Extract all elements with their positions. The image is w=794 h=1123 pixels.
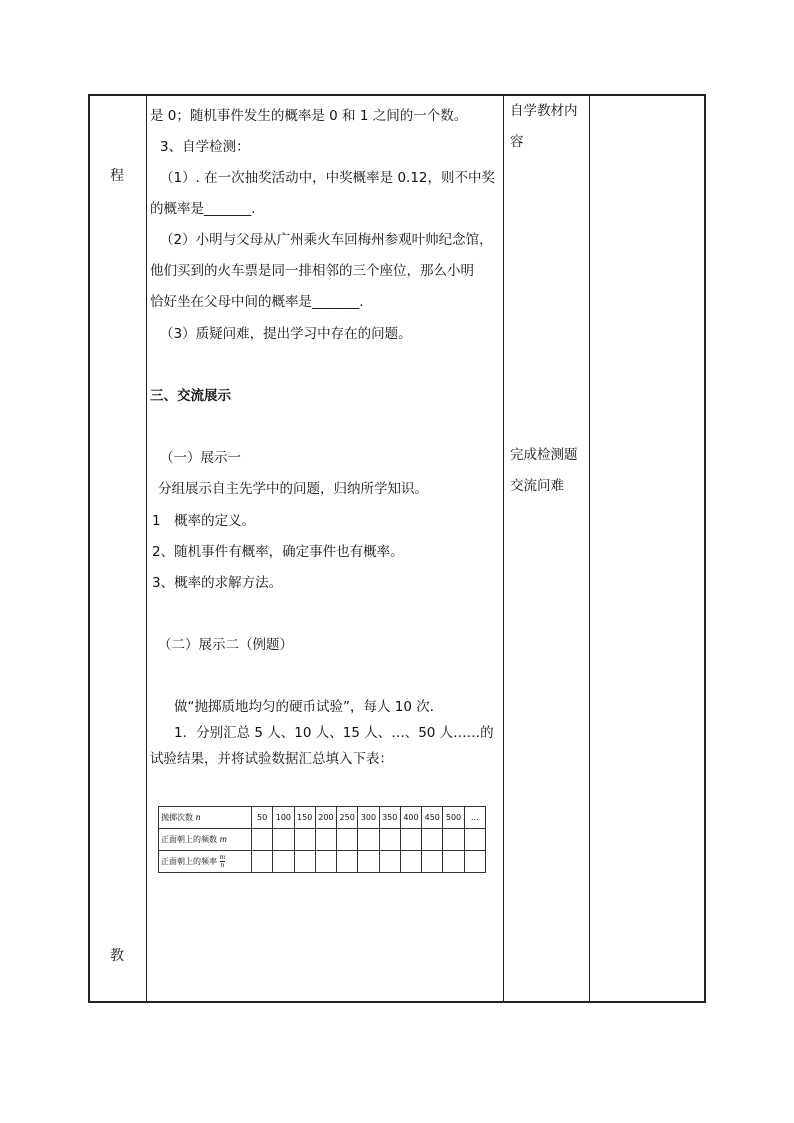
empty-cell[interactable] [422, 851, 443, 873]
knowledge-item-2: 2、随机事件有概率，确定事件也有概率。 [152, 544, 404, 560]
toss-count-cell: 300 [358, 807, 379, 829]
toss-count-cell: 200 [315, 807, 336, 829]
empty-cell[interactable] [379, 851, 400, 873]
empty-cell[interactable] [443, 851, 464, 873]
column-divider-1 [146, 94, 147, 1003]
side-note-2-line-2: 交流问难 [510, 478, 564, 494]
table-row-heads-count [159, 829, 486, 851]
fraction-m-over-n: $\frac{m}{n}$ [219, 854, 226, 869]
experiment-step-1: 1．分别汇总 5 人、10 人、15 人、…、50 人……的 [174, 725, 494, 741]
empty-cell[interactable] [315, 829, 336, 851]
empty-cell[interactable] [379, 829, 400, 851]
toss-count-cell: 100 [273, 807, 294, 829]
show-one-heading: （一）展示一 [160, 450, 241, 466]
empty-cell[interactable] [358, 851, 379, 873]
toss-count-cell: 250 [337, 807, 358, 829]
experiment-data-table [158, 806, 486, 873]
column-divider-3 [589, 94, 590, 1003]
experiment-step-1-cont: 试验结果，并将试验数据汇总填入下表： [150, 751, 393, 767]
empty-cell[interactable] [337, 851, 358, 873]
toss-count-cell: 50 [252, 807, 273, 829]
row-header-heads-frequency: 正面朝上的频率 $\frac{m}{n}$ [159, 851, 252, 873]
empty-cell[interactable] [294, 851, 315, 873]
left-column-top-char: 程 [110, 168, 124, 184]
toss-count-cell: 350 [379, 807, 400, 829]
content-line-8: （3）质疑问难，提出学习中存在的问题。 [160, 326, 412, 342]
empty-cell[interactable] [337, 829, 358, 851]
toss-count-cell: 500 [443, 807, 464, 829]
empty-cell[interactable] [252, 829, 273, 851]
content-line-1: 是 0；随机事件发生的概率是 0 和 1 之间的一个数。 [150, 108, 468, 124]
side-note-exchange [510, 440, 590, 502]
content-line-4: 的概率是_______. [150, 201, 256, 217]
experiment-intro: 做“抛掷质地均匀的硬币试验”，每人 10 次． [174, 699, 444, 715]
content-line-7: 恰好坐在父母中间的概率是_______. [150, 294, 364, 310]
side-note-1-line-2: 容 [510, 134, 524, 150]
left-column-bottom-char: 教 [110, 948, 124, 964]
empty-cell[interactable] [400, 829, 421, 851]
side-note-2-line-1: 完成检测题 [510, 447, 578, 463]
toss-count-cell: … [464, 807, 485, 829]
empty-cell[interactable] [273, 829, 294, 851]
row-header-heads-count: 正面朝上的频数 m [159, 829, 252, 851]
empty-cell[interactable] [400, 851, 421, 873]
show-one-description: 分组展示自主先学中的问题，归纳所学知识。 [158, 481, 428, 497]
empty-cell[interactable] [358, 829, 379, 851]
table-row-heads-frequency [159, 851, 486, 873]
empty-cell[interactable] [252, 851, 273, 873]
empty-cell[interactable] [315, 851, 336, 873]
side-note-1-line-1: 自学教材内 [510, 103, 578, 119]
empty-cell[interactable] [443, 829, 464, 851]
empty-cell[interactable] [422, 829, 443, 851]
section-heading-3: 三、交流展示 [150, 388, 231, 404]
knowledge-item-3: 3、概率的求解方法。 [152, 575, 283, 591]
side-note-self-study [510, 96, 590, 158]
content-line-6: 他们买到的火车票是同一排相邻的三个座位，那么小明 [150, 263, 474, 279]
toss-count-cell: 150 [294, 807, 315, 829]
content-line-2: 3、自学检测： [160, 139, 250, 155]
row-header-toss-count: 抛掷次数 n [159, 807, 252, 829]
empty-cell[interactable] [464, 851, 485, 873]
table-row-toss-count [159, 807, 486, 829]
empty-cell[interactable] [273, 851, 294, 873]
toss-count-cell: 450 [422, 807, 443, 829]
content-line-5: （2）小明与父母从广州乘火车回梅州参观叶帅纪念馆， [160, 232, 493, 248]
content-line-3: （1）. 在一次抽奖活动中，中奖概率是 0.12，则不中奖 [160, 170, 496, 186]
empty-cell[interactable] [294, 829, 315, 851]
show-two-heading: （二）展示二（例题） [158, 637, 293, 653]
column-divider-2 [503, 94, 504, 1003]
empty-cell[interactable] [464, 829, 485, 851]
knowledge-item-1: 1 概率的定义。 [152, 513, 256, 529]
toss-count-cell: 400 [400, 807, 421, 829]
